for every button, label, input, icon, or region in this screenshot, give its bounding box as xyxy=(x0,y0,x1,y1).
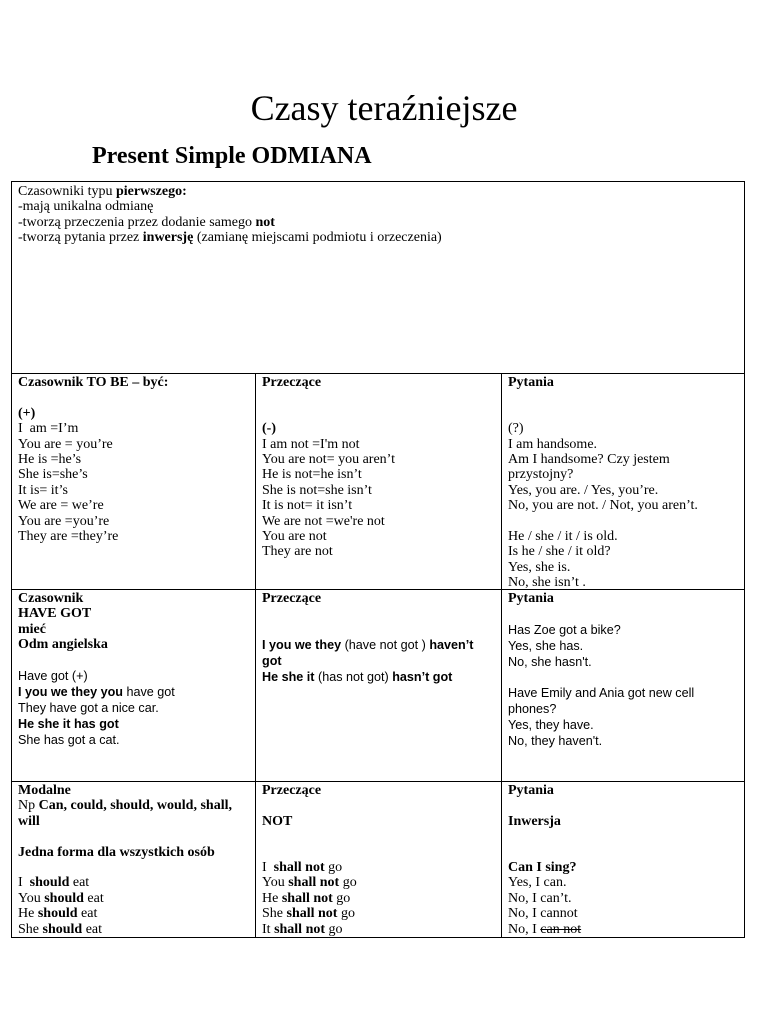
text-segment: shall not xyxy=(281,890,333,906)
text-segment: Odm angielska xyxy=(18,637,108,653)
text-segment: hasn’t got xyxy=(392,670,453,685)
text-segment: (zamianę miejscami podmiotu i orzeczenia) xyxy=(193,230,442,246)
text-line xyxy=(508,922,738,937)
text-line xyxy=(18,375,249,390)
text-line xyxy=(262,622,495,637)
text-line xyxy=(18,906,249,921)
text-line xyxy=(508,733,738,749)
intro-cell xyxy=(12,182,745,374)
text-line xyxy=(508,452,738,467)
text-line xyxy=(262,829,495,844)
text-line xyxy=(508,560,738,575)
text-segment: eat xyxy=(77,906,98,922)
text-segment: Can I sing? xyxy=(508,859,577,875)
text-line xyxy=(18,622,249,637)
text-segment: Yes, she is. xyxy=(508,559,571,575)
text-line xyxy=(508,437,738,452)
text-line xyxy=(18,922,249,937)
text-line xyxy=(508,906,738,921)
text-segment: Czasowniki typu xyxy=(18,184,116,199)
text-line xyxy=(18,529,249,544)
text-line xyxy=(262,814,495,829)
text-segment: -tworzą pytania przez xyxy=(18,230,143,246)
text-line xyxy=(18,845,249,860)
text-segment: Has Zoe got a bike? xyxy=(508,622,621,637)
text-line xyxy=(18,875,249,890)
text-segment: mieć xyxy=(18,621,46,637)
text-line xyxy=(262,437,495,452)
text-segment: Czasownik TO BE – być: xyxy=(18,375,169,390)
text-segment: I you we they xyxy=(262,638,342,653)
text-segment: We are not =we're not xyxy=(262,513,385,529)
text-segment: It xyxy=(262,921,275,937)
text-segment: pierwszego: xyxy=(116,184,187,199)
text-line xyxy=(18,684,249,700)
text-line xyxy=(508,814,738,829)
to-be-conjugation-cell xyxy=(12,374,256,590)
text-line xyxy=(18,700,249,716)
modal-conjugation-cell xyxy=(12,782,256,938)
text-segment: She xyxy=(18,921,43,937)
text-line xyxy=(18,199,738,214)
modal-negative-cell xyxy=(256,782,502,938)
text-segment: They are not xyxy=(262,544,333,560)
text-line xyxy=(508,529,738,544)
text-line xyxy=(262,906,495,921)
text-segment: should xyxy=(44,890,84,906)
text-line xyxy=(262,845,495,860)
text-segment: -tworzą przeczenia przez dodanie samego xyxy=(18,214,256,230)
text-line xyxy=(508,845,738,860)
text-line xyxy=(262,421,495,436)
text-line xyxy=(508,875,738,890)
text-segment: You are not xyxy=(262,529,327,545)
text-segment: eat xyxy=(82,921,103,937)
text-segment: No, I xyxy=(508,921,541,937)
text-segment: Przeczące xyxy=(262,375,322,390)
text-line xyxy=(508,701,738,717)
text-segment: Przeczące xyxy=(262,783,322,798)
to-be-negative-cell xyxy=(256,374,502,590)
page-title: Czasy teraźniejsze xyxy=(250,88,518,128)
text-line xyxy=(18,591,249,606)
text-line xyxy=(262,653,495,669)
text-line xyxy=(18,860,249,875)
text-segment: She has got a cat. xyxy=(18,733,120,748)
text-segment: go xyxy=(337,906,355,922)
text-line xyxy=(18,637,249,652)
text-line xyxy=(18,783,249,798)
modal-questions-cell xyxy=(502,782,745,938)
text-line xyxy=(18,498,249,513)
text-segment: haven’t xyxy=(429,638,474,653)
text-segment: No, they haven't. xyxy=(508,734,603,749)
text-line xyxy=(508,514,738,529)
text-segment: He xyxy=(18,906,38,922)
text-line xyxy=(508,798,738,813)
text-line xyxy=(18,215,738,230)
text-line xyxy=(508,685,738,701)
text-line xyxy=(508,406,738,421)
text-line xyxy=(18,230,738,245)
text-line xyxy=(18,184,738,199)
text-segment: shall not xyxy=(286,906,338,922)
text-line xyxy=(18,716,249,732)
text-line xyxy=(262,606,495,621)
text-segment: (-) xyxy=(262,421,276,437)
text-segment: Pytania xyxy=(508,591,554,606)
text-segment: eat xyxy=(83,890,104,906)
text-line xyxy=(18,606,249,621)
text-line xyxy=(262,544,495,559)
text-segment: He xyxy=(262,890,282,906)
text-segment: She is=she’s xyxy=(18,467,88,483)
text-line xyxy=(508,606,738,621)
text-line xyxy=(508,498,738,513)
text-line xyxy=(18,829,249,844)
have-got-conjugation-cell xyxy=(12,590,256,782)
text-line xyxy=(262,452,495,467)
text-segment: will xyxy=(18,813,40,829)
text-line xyxy=(508,575,738,590)
text-segment: You are =you’re xyxy=(18,513,110,529)
text-segment: -mają unikalna odmianę xyxy=(18,199,154,215)
text-segment: I am handsome. xyxy=(508,436,598,452)
text-line xyxy=(18,514,249,529)
section-subtitle: Present Simple ODMIANA xyxy=(92,143,372,169)
text-line xyxy=(262,798,495,813)
text-segment: NOT xyxy=(262,813,293,829)
text-line xyxy=(262,483,495,498)
text-line xyxy=(18,421,249,436)
text-segment: go xyxy=(332,890,351,906)
text-line xyxy=(508,375,738,390)
text-segment: przystojny? xyxy=(508,467,574,483)
text-segment: should xyxy=(29,875,70,891)
text-segment: shall not xyxy=(274,921,326,937)
text-segment: He she it xyxy=(262,670,315,685)
text-segment: inwersję xyxy=(142,230,194,246)
text-segment: Yes, she has. xyxy=(508,638,584,653)
text-segment: I xyxy=(18,875,30,891)
text-segment: I xyxy=(262,859,274,875)
text-line xyxy=(262,498,495,513)
text-line xyxy=(262,891,495,906)
text-segment: got xyxy=(262,654,282,669)
text-segment: go xyxy=(324,859,343,875)
text-segment: Have got (+) xyxy=(18,669,88,684)
text-line xyxy=(18,891,249,906)
text-segment: He she it has got xyxy=(18,717,119,732)
text-line xyxy=(18,390,249,405)
have-got-negative-cell xyxy=(256,590,502,782)
text-segment: not xyxy=(255,214,275,230)
text-segment: Yes, I can. xyxy=(508,875,567,891)
text-segment: We are = we’re xyxy=(18,498,104,514)
text-segment: Jedna forma dla wszystkich osób xyxy=(18,844,215,860)
text-segment: She is not=she isn’t xyxy=(262,482,372,498)
text-segment: Np xyxy=(18,798,39,814)
text-line xyxy=(508,622,738,638)
text-line xyxy=(262,390,495,405)
text-segment: (?) xyxy=(508,421,524,437)
text-segment: Can, could, should, would, shall, xyxy=(38,798,232,814)
text-segment: He is =he’s xyxy=(18,452,82,468)
text-segment: They are =they’re xyxy=(18,529,119,545)
text-segment: have got xyxy=(122,685,175,700)
text-line xyxy=(18,732,249,748)
grammar-table xyxy=(11,181,745,938)
text-line xyxy=(262,406,495,421)
text-segment: Pytania xyxy=(508,375,554,390)
text-line xyxy=(508,891,738,906)
text-segment: Inwersja xyxy=(508,813,561,829)
text-segment: Have Emily and Ania got new cell xyxy=(508,686,695,701)
text-segment: HAVE GOT xyxy=(18,606,92,622)
text-line xyxy=(508,829,738,844)
text-line xyxy=(18,814,249,829)
struck-text: can not xyxy=(540,921,582,937)
text-segment: No, she isn’t . xyxy=(508,575,586,591)
text-line xyxy=(262,669,495,685)
text-line xyxy=(508,860,738,875)
text-segment: No, you are not. / Not, you aren’t. xyxy=(508,498,698,514)
text-line xyxy=(508,544,738,559)
text-segment: You are not= you aren’t xyxy=(262,452,395,467)
text-segment: No, I can’t. xyxy=(508,890,572,906)
text-segment: should xyxy=(42,921,83,937)
text-line xyxy=(18,668,249,684)
text-segment: He / she / it / is old. xyxy=(508,529,618,545)
text-line xyxy=(262,375,495,390)
text-line xyxy=(508,783,738,798)
text-segment: They have got a nice car. xyxy=(18,701,159,716)
text-segment: She xyxy=(262,906,287,922)
text-line xyxy=(262,875,495,890)
text-line xyxy=(18,437,249,452)
text-line xyxy=(262,783,495,798)
text-segment: I am =I’m xyxy=(18,421,79,437)
text-line xyxy=(262,860,495,875)
text-segment: Przeczące xyxy=(262,591,322,606)
text-line xyxy=(508,654,738,670)
text-segment: You are = you’re xyxy=(18,436,113,452)
text-segment: Yes, you are. / Yes, you’re. xyxy=(508,482,659,498)
text-segment: go xyxy=(339,875,357,891)
text-line xyxy=(262,514,495,529)
text-segment: (+) xyxy=(18,405,36,421)
text-line xyxy=(508,591,738,606)
text-line xyxy=(508,390,738,405)
text-segment: I you we they you xyxy=(18,685,123,700)
text-line xyxy=(508,717,738,733)
to-be-questions-cell xyxy=(502,374,745,590)
text-line xyxy=(262,529,495,544)
text-segment: Czasownik xyxy=(18,591,84,606)
text-segment: (has not got) xyxy=(314,670,393,685)
text-segment: Yes, they have. xyxy=(508,718,594,733)
text-line xyxy=(18,406,249,421)
have-got-questions-cell xyxy=(502,590,745,782)
text-line xyxy=(18,653,249,668)
text-line xyxy=(262,467,495,482)
text-segment: No, I cannot xyxy=(508,906,578,922)
text-line xyxy=(508,467,738,482)
text-segment: You xyxy=(18,890,45,906)
text-segment: Modalne xyxy=(18,783,71,798)
text-segment: phones? xyxy=(508,702,557,717)
text-segment: shall not xyxy=(273,859,325,875)
text-line xyxy=(508,670,738,685)
text-segment: It is not= it isn’t xyxy=(262,498,353,514)
text-segment: Pytania xyxy=(508,783,554,798)
text-segment: should xyxy=(37,906,78,922)
text-line xyxy=(18,467,249,482)
text-segment: No, she hasn't. xyxy=(508,654,592,669)
text-line xyxy=(18,798,249,813)
text-segment: I am not =I'm not xyxy=(262,436,360,452)
text-segment: shall not xyxy=(288,875,340,891)
text-line xyxy=(18,452,249,467)
text-segment: He is not=he isn’t xyxy=(262,467,362,483)
text-line xyxy=(262,922,495,937)
text-segment: eat xyxy=(69,875,90,891)
text-segment: (have not got ) xyxy=(341,638,430,653)
text-segment: It is= it’s xyxy=(18,482,68,498)
text-line xyxy=(262,591,495,606)
text-segment: You xyxy=(262,875,289,891)
text-segment: Is he / she / it old? xyxy=(508,544,611,560)
text-line xyxy=(508,638,738,654)
text-line xyxy=(262,637,495,653)
text-line xyxy=(508,483,738,498)
text-segment: Am I handsome? Czy jestem xyxy=(508,452,670,467)
text-line xyxy=(508,421,738,436)
text-line xyxy=(18,483,249,498)
text-segment: go xyxy=(325,921,343,937)
